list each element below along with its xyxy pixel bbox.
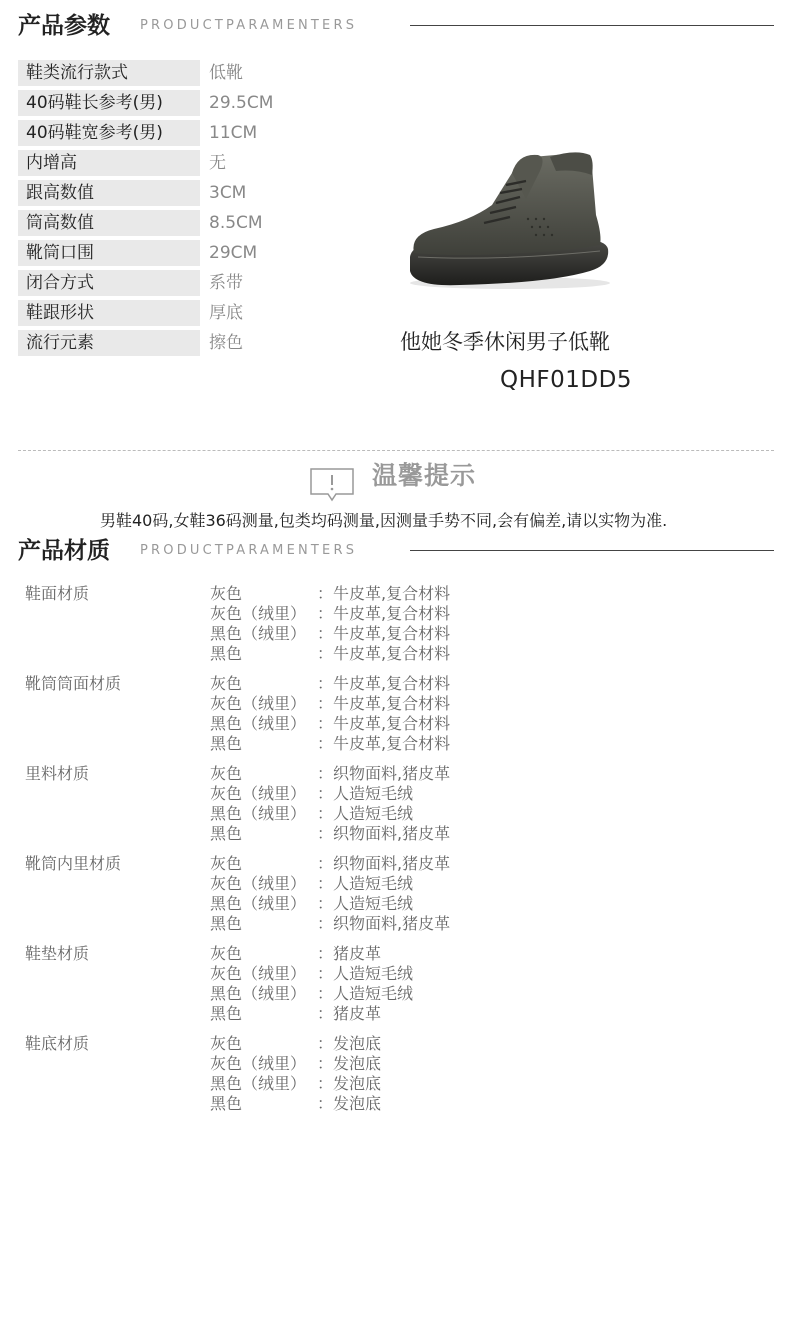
material-color: 灰色 bbox=[210, 674, 243, 693]
material-value: ：牛皮革,复合材料 bbox=[317, 584, 451, 603]
param-value: 厚底 bbox=[209, 303, 243, 323]
material-color: 灰色（绒里） bbox=[210, 604, 307, 623]
param-label: 靴筒口围 bbox=[18, 240, 200, 266]
param-row bbox=[18, 240, 318, 270]
material-value: ：人造短毛绒 bbox=[317, 984, 414, 1003]
param-label: 跟高数值 bbox=[18, 180, 200, 206]
material-color: 黑色（绒里） bbox=[210, 804, 307, 823]
material-value: ：发泡底 bbox=[317, 1034, 382, 1053]
material-value: ：人造短毛绒 bbox=[317, 964, 414, 983]
section-rule bbox=[410, 25, 774, 26]
material-color: 黑色 bbox=[210, 644, 243, 663]
param-row bbox=[18, 270, 318, 300]
material-color: 灰色 bbox=[210, 764, 243, 783]
material-color: 灰色（绒里） bbox=[210, 874, 307, 893]
param-label: 40码鞋长参考(男) bbox=[18, 90, 200, 116]
material-value: ：织物面料,猪皮革 bbox=[317, 824, 451, 843]
material-color: 灰色（绒里） bbox=[210, 784, 307, 803]
param-value: 8.5CM bbox=[209, 213, 263, 233]
material-color: 黑色（绒里） bbox=[210, 714, 307, 733]
material-value: ：猪皮革 bbox=[317, 944, 382, 963]
material-value: ：牛皮革,复合材料 bbox=[317, 734, 451, 753]
material-color: 黑色 bbox=[210, 914, 243, 933]
material-value: ：猪皮革 bbox=[317, 1004, 382, 1023]
material-name: 靴筒筒面材质 bbox=[25, 674, 122, 693]
material-color: 黑色 bbox=[210, 734, 243, 753]
material-color: 黑色（绒里） bbox=[210, 894, 307, 913]
material-color: 黑色（绒里） bbox=[210, 1074, 307, 1093]
material-value: ：织物面料,猪皮革 bbox=[317, 854, 451, 873]
section-rule bbox=[410, 550, 774, 551]
param-row bbox=[18, 150, 318, 180]
material-value: ：人造短毛绒 bbox=[317, 804, 414, 823]
product-name: 他她冬季休闲男子低靴 bbox=[400, 330, 610, 354]
material-color: 灰色 bbox=[210, 944, 243, 963]
param-row bbox=[18, 60, 318, 90]
material-value: ：织物面料,猪皮革 bbox=[317, 914, 451, 933]
section-title: 产品参数 bbox=[18, 13, 110, 39]
param-value: 29CM bbox=[209, 243, 258, 263]
material-name: 靴筒内里材质 bbox=[25, 854, 122, 873]
material-name: 鞋面材质 bbox=[25, 584, 90, 603]
section-subtitle: PRODUCTPARAMENTERS bbox=[140, 543, 358, 558]
material-color: 黑色（绒里） bbox=[210, 984, 307, 1003]
material-color: 灰色 bbox=[210, 584, 243, 603]
param-row bbox=[18, 180, 318, 210]
material-value: ：发泡底 bbox=[317, 1094, 382, 1113]
material-value: ：人造短毛绒 bbox=[317, 894, 414, 913]
param-label: 鞋跟形状 bbox=[18, 300, 200, 326]
section-header-materials bbox=[18, 535, 774, 567]
section-header-params bbox=[18, 10, 774, 42]
param-value: 3CM bbox=[209, 183, 247, 203]
param-value: 系带 bbox=[209, 273, 243, 293]
section-title: 产品材质 bbox=[18, 538, 110, 564]
param-value: 擦色 bbox=[209, 333, 243, 353]
param-row bbox=[18, 330, 318, 360]
param-value: 低靴 bbox=[209, 63, 243, 83]
material-value: ：发泡底 bbox=[317, 1074, 382, 1093]
param-row bbox=[18, 90, 318, 120]
param-label: 40码鞋宽参考(男) bbox=[18, 120, 200, 146]
product-code: QHF01DD5 bbox=[500, 367, 632, 393]
material-value: ：牛皮革,复合材料 bbox=[317, 644, 451, 663]
param-label: 内增高 bbox=[18, 150, 200, 176]
material-value: ：发泡底 bbox=[317, 1054, 382, 1073]
param-label: 流行元素 bbox=[18, 330, 200, 356]
material-name: 鞋底材质 bbox=[25, 1034, 90, 1053]
notice-text: 男鞋40码,女鞋36码测量,包类均码测量,因测量手势不同,会有偏差,请以实物为准. bbox=[100, 511, 668, 530]
material-color: 灰色 bbox=[210, 854, 243, 873]
material-color: 灰色（绒里） bbox=[210, 964, 307, 983]
material-name: 鞋垫材质 bbox=[25, 944, 90, 963]
material-color: 灰色（绒里） bbox=[210, 1054, 307, 1073]
param-value: 29.5CM bbox=[209, 93, 274, 113]
material-value: ：牛皮革,复合材料 bbox=[317, 624, 451, 643]
param-label: 鞋类流行款式 bbox=[18, 60, 200, 86]
param-label: 筒高数值 bbox=[18, 210, 200, 236]
material-value: ：牛皮革,复合材料 bbox=[317, 694, 451, 713]
material-value: ：牛皮革,复合材料 bbox=[317, 604, 451, 623]
material-color: 灰色 bbox=[210, 1034, 243, 1053]
material-value: ：牛皮革,复合材料 bbox=[317, 714, 451, 733]
product-shoe-image bbox=[400, 145, 620, 295]
param-value: 11CM bbox=[209, 123, 258, 143]
param-value: 无 bbox=[209, 153, 226, 173]
material-value: ：织物面料,猪皮革 bbox=[317, 764, 451, 783]
section-subtitle: PRODUCTPARAMENTERS bbox=[140, 18, 358, 33]
param-label: 闭合方式 bbox=[18, 270, 200, 296]
exclamation-box-icon bbox=[310, 468, 354, 502]
material-color: 黑色 bbox=[210, 824, 243, 843]
material-value: ：人造短毛绒 bbox=[317, 874, 414, 893]
material-value: ：人造短毛绒 bbox=[317, 784, 414, 803]
param-row bbox=[18, 120, 318, 150]
material-color: 黑色（绒里） bbox=[210, 624, 307, 643]
dashed-divider bbox=[18, 450, 774, 451]
param-row bbox=[18, 300, 318, 330]
material-name: 里料材质 bbox=[25, 764, 90, 783]
notice-title: 温馨提示 bbox=[372, 461, 477, 490]
material-color: 黑色 bbox=[210, 1094, 243, 1113]
material-color: 灰色（绒里） bbox=[210, 694, 307, 713]
material-color: 黑色 bbox=[210, 1004, 243, 1023]
param-table bbox=[18, 60, 318, 360]
material-value: ：牛皮革,复合材料 bbox=[317, 674, 451, 693]
param-row bbox=[18, 210, 318, 240]
